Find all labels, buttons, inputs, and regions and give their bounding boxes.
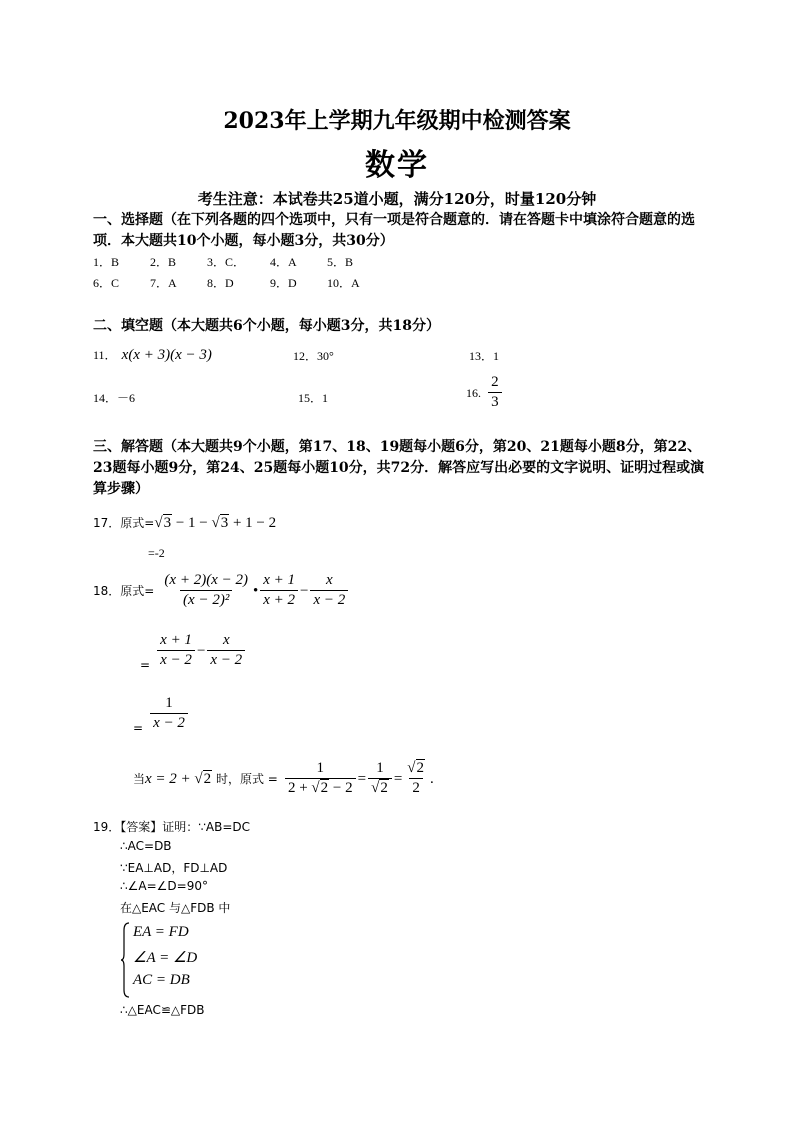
sqrt-symbol: √3 xyxy=(154,515,172,531)
q18-when-mid: 时，原式 = xyxy=(212,772,278,786)
choice-answer-5: 5．B xyxy=(327,255,354,269)
q18-e1-numerator: 1 xyxy=(316,760,325,776)
q18-fraction-1 xyxy=(161,572,251,609)
q16-numerator: 2 xyxy=(491,374,499,390)
sqrt-symbol: √2 xyxy=(194,771,212,787)
q17-label: 17．原式= xyxy=(93,516,155,530)
q18-h-denominator: x − 2 xyxy=(150,713,188,732)
choice-answer-2: 2．B xyxy=(150,255,177,269)
q18-f3-numerator: x xyxy=(326,572,333,588)
q18-f1-denominator: (x − 2)² xyxy=(180,590,232,609)
fill-answer-16 xyxy=(466,374,504,411)
choice-answer-9: 9．D xyxy=(270,276,297,290)
sqrt-symbol: √2 xyxy=(371,780,388,796)
q18-e3-num-radicand: 2 xyxy=(416,760,425,776)
sqrt-symbol: √2 xyxy=(311,780,329,796)
choice-answer-6: 6．C xyxy=(93,276,120,290)
q18-when-prefix: 当 xyxy=(133,772,146,786)
choice-answer-8: 8．D xyxy=(207,276,234,290)
section2-heading: 二、填空题（本大题共6个小题，每小题3分，共18分） xyxy=(93,318,440,334)
choice-answer-4: 4．A xyxy=(270,255,297,269)
section1-heading: 一、选择题（在下列各题的四个选项中，只有一项是符合题意的．请在答题卡中填涂符合题意的选项．本大题共10个小题，每小题3分，共30分） xyxy=(93,212,695,249)
q19-line-3: ∴∠A=∠D=90° xyxy=(120,879,208,893)
q17-part-2: − 1 − xyxy=(172,515,212,531)
choice-answer-10: 10．A xyxy=(327,276,360,290)
q18-minus-2: − xyxy=(196,643,206,659)
fill-answer-13: 13．1 xyxy=(469,349,500,363)
q18-eval-fraction-2 xyxy=(368,760,392,797)
q18-fraction-3 xyxy=(310,572,348,609)
q18-when-expr: x = 2 + xyxy=(145,771,195,787)
q18-minus: − xyxy=(300,583,309,599)
sqrt-symbol: √3 xyxy=(211,515,229,531)
fill-answer-15: 15．1 xyxy=(298,391,329,405)
answer-key-title: 2023年上学期九年级期中检测答案 xyxy=(223,108,571,134)
q18-fraction-4 xyxy=(157,632,195,669)
q18-period: . xyxy=(430,771,434,787)
q18-g1-denominator: x − 2 xyxy=(157,650,195,669)
q18-eval-fraction-1 xyxy=(285,760,356,797)
q18-g2-numerator: x xyxy=(222,632,230,648)
q17-result: =-2 xyxy=(148,546,165,560)
q18-e1-den-b: − 2 xyxy=(329,780,353,796)
q18-f1-numerator: (x + 2)(x − 2) xyxy=(164,572,248,588)
left-brace xyxy=(120,922,130,998)
q11-number: 11． xyxy=(93,348,117,362)
section3-heading: 三、解答题（本大题共9个小题，第17、18、19题每小题6分，第20、21题每小题8分，第22、23题每小题9分，第24、25题每小题10分，共72分．解答应写出必要的文字说明、证明过程或演算步骤） xyxy=(93,439,705,497)
q18-line4 xyxy=(133,760,434,797)
fill-answer-12: 12．30° xyxy=(293,349,334,363)
q18-g2-denominator: x − 2 xyxy=(207,650,245,669)
q19-line-2: ∵EA⊥AD，FD⊥AD xyxy=(120,861,228,875)
q18-f3-denominator: x − 2 xyxy=(310,590,348,609)
q18-eval-fraction-3 xyxy=(404,760,428,797)
sqrt-symbol: √2 xyxy=(407,760,425,776)
q16-number: 16. xyxy=(466,386,481,400)
q19-condition-3: AC = DB xyxy=(133,972,190,988)
q18-g1-numerator: x + 1 xyxy=(160,632,192,648)
q18-line3 xyxy=(133,695,190,735)
q18-eq-1: = xyxy=(140,658,151,672)
q18-e2-den-radicand: 2 xyxy=(380,780,388,796)
q11-expression: x(x + 3)(x − 3) xyxy=(121,347,212,363)
q18-line2 xyxy=(140,632,247,672)
q19-conclusion: ∴△EAC≌△FDB xyxy=(120,1003,205,1017)
q18-e1-den-radicand: 2 xyxy=(320,780,329,796)
q18-dot: • xyxy=(252,583,259,599)
q19-label: 19．【答案】证明：∵AB=DC xyxy=(93,820,251,834)
q18-fraction-6 xyxy=(150,695,188,732)
choice-answer-3: 3．C． xyxy=(207,255,246,269)
q18-eq-3: = xyxy=(357,771,367,787)
q17-radicand-2: 3 xyxy=(220,515,229,531)
fill-answer-14: 14．－6 xyxy=(93,391,136,405)
q18-e3-denominator: 2 xyxy=(409,778,423,797)
q17-line1 xyxy=(93,512,276,532)
q19-condition-1: EA = FD xyxy=(133,924,189,940)
q19-line-4: 在△EAC 与△FDB 中 xyxy=(120,901,231,915)
q18-label: 18．原式= xyxy=(93,584,155,598)
q19-condition-2: ∠A = ∠D xyxy=(133,950,198,966)
q18-when-radicand: 2 xyxy=(203,771,212,787)
exam-notice: 考生注意：本试卷共25道小题，满分120分，时量120分钟 xyxy=(197,190,597,208)
choice-answer-1: 1．B xyxy=(93,255,120,269)
q17-part-4: + 1 − 2 xyxy=(229,515,277,531)
q17-radicand-1: 3 xyxy=(163,515,172,531)
q18-eq-2: = xyxy=(133,721,144,735)
q18-line1 xyxy=(93,572,350,609)
q16-fraction xyxy=(488,374,502,411)
choice-answer-7: 7．A xyxy=(150,276,177,290)
q18-e1-den-a: 2 + xyxy=(287,780,312,796)
q18-f2-numerator: x + 1 xyxy=(263,572,296,588)
q18-e2-numerator: 1 xyxy=(376,760,384,776)
q18-h-numerator: 1 xyxy=(165,695,173,711)
q18-f2-denominator: x + 2 xyxy=(260,590,298,609)
q18-eq-4: = xyxy=(393,771,403,787)
q18-fraction-2 xyxy=(260,572,298,609)
subject-title: 数学 xyxy=(365,148,429,183)
q19-line-1: ∴AC=DB xyxy=(120,839,172,853)
q16-denominator: 3 xyxy=(488,392,502,411)
fill-answer-11 xyxy=(93,344,212,364)
q18-fraction-5 xyxy=(207,632,245,669)
